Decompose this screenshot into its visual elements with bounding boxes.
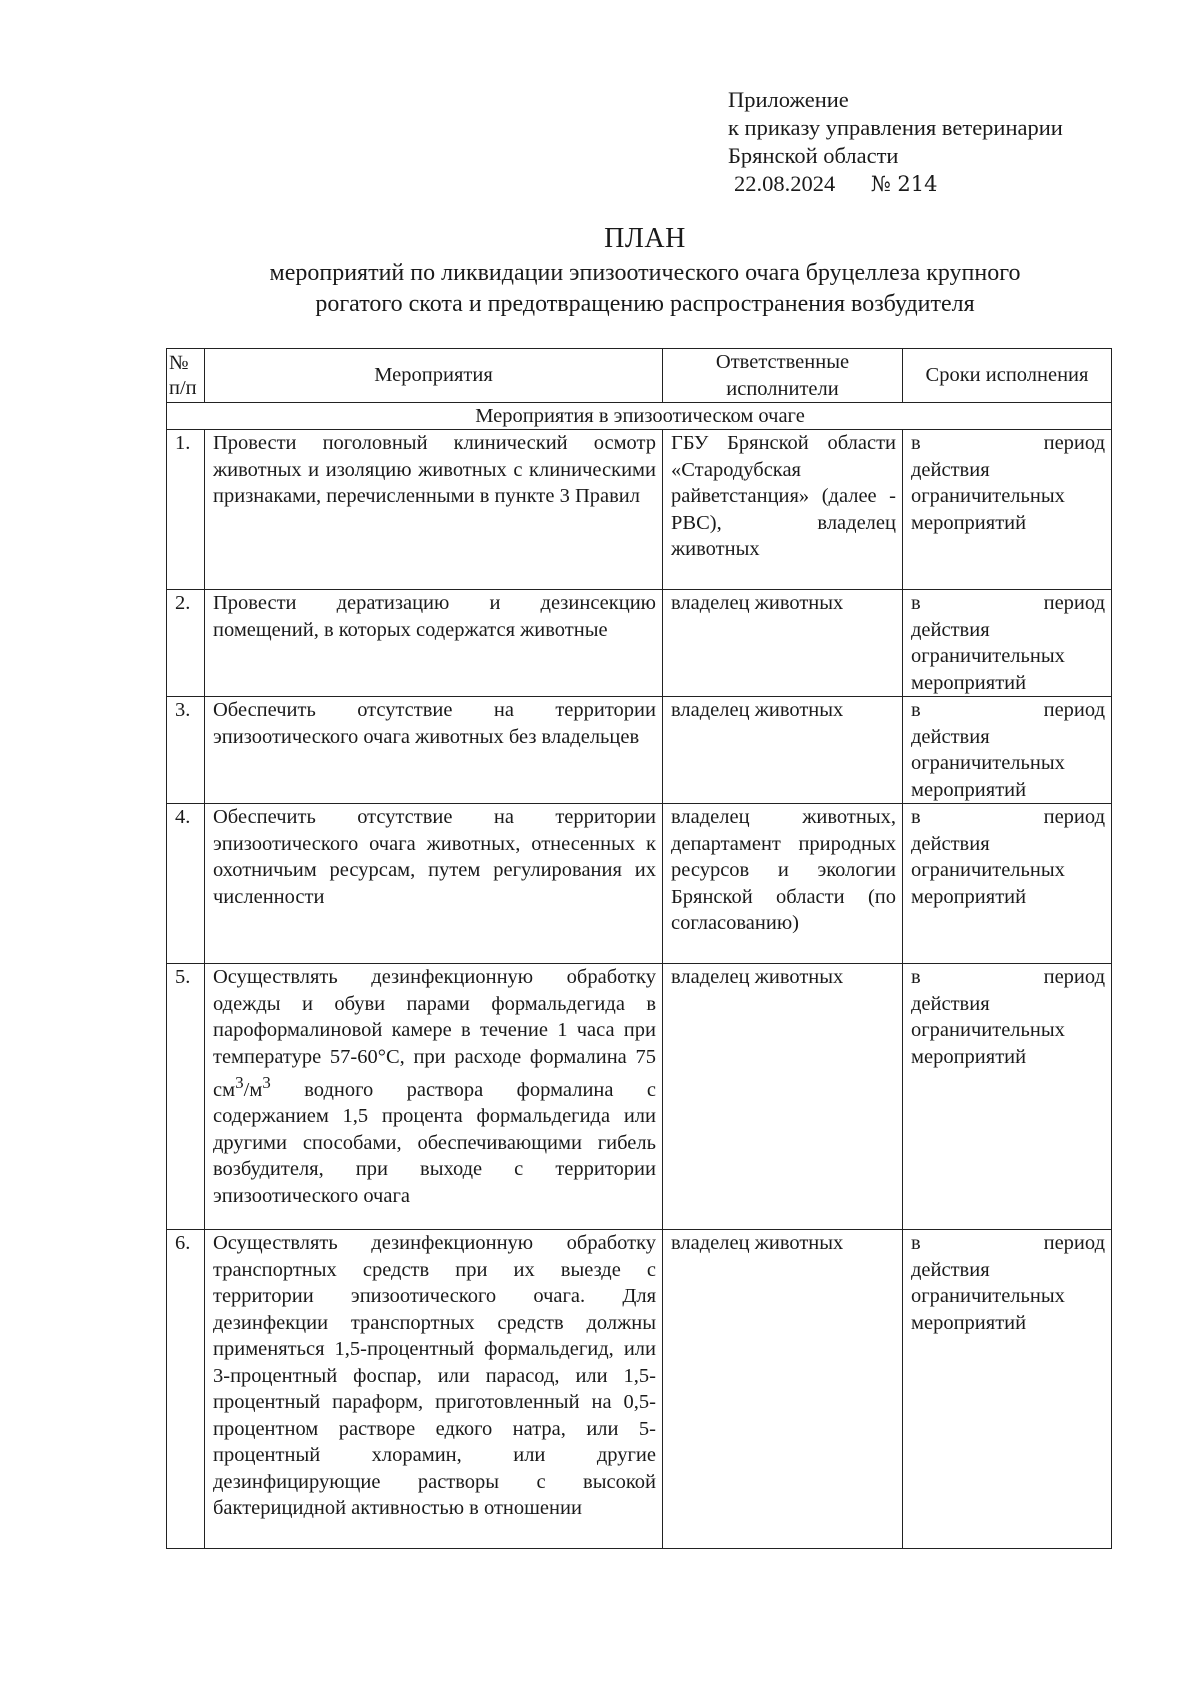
header-terms: Сроки исполнения — [903, 349, 1112, 403]
header-num: № п/п — [167, 349, 205, 403]
row-terms — [903, 697, 1112, 804]
table-row — [167, 697, 1112, 804]
appendix-label: Приложение — [728, 87, 849, 112]
table-row — [167, 590, 1112, 697]
order-date: 22.08.2024 — [734, 171, 836, 196]
row-responsible: владелец животных — [663, 697, 903, 804]
table-header-row — [167, 349, 1112, 403]
page-subtitle — [130, 258, 1160, 320]
row-responsible: владелец животных — [663, 590, 903, 697]
row-num: 6. — [167, 1230, 205, 1549]
row-num: 4. — [167, 804, 205, 964]
terms-rest: действия ограничительных мероприятий — [911, 1258, 1065, 1334]
row-activity: Провести дератизацию и дезинсекцию помещений, в которых содержатся животные — [205, 590, 663, 697]
section-title: Мероприятия в эпизоотическом очаге — [167, 403, 1112, 430]
terms-rest: действия ограничительных мероприятий — [911, 992, 1065, 1068]
row-terms — [903, 804, 1112, 964]
terms-first: в период — [911, 1232, 1105, 1254]
row-activity: Обеспечить отсутствие на территории эпизоотического очага животных, отнесенных к охотничьим ресурсам, путем регулирования их численности — [205, 804, 663, 964]
row-responsible: владелец животных, департамент природных ресурсов и экологии Брянской области (по согласованию) — [663, 804, 903, 964]
superscript-cube: 3 — [235, 1073, 244, 1092]
row-activity: Обеспечить отсутствие на территории эпизоотического очага животных без владельцев — [205, 697, 663, 804]
terms-first: в период — [911, 592, 1105, 614]
row-activity — [205, 964, 663, 1230]
row-terms — [903, 430, 1112, 590]
appendix-region: Брянской области — [728, 143, 899, 168]
header-activity: Мероприятия — [205, 349, 663, 403]
terms-first: в период — [911, 432, 1105, 454]
row-num: 1. — [167, 430, 205, 590]
table-row — [167, 964, 1112, 1230]
terms-rest: действия ограничительных мероприятий — [911, 725, 1065, 801]
row-terms — [903, 1230, 1112, 1549]
order-number: № 214 — [870, 172, 938, 196]
row-num: 3. — [167, 697, 205, 804]
appendix-header — [728, 86, 1063, 198]
subtitle-line-2: рогатого скота и предотвращению распространения возбудителя — [315, 291, 975, 317]
subtitle-line-1: мероприятий по ликвидации эпизоотического очага бруцеллеза крупного — [269, 260, 1021, 286]
row-responsible: ГБУ Брянской области «Стародубская райветстанция» (далее - РВС), владелец животных — [663, 430, 903, 590]
page-title: ПЛАН — [604, 223, 686, 254]
appendix-date-number — [728, 170, 1063, 198]
terms-first: в период — [911, 699, 1105, 721]
header-responsible: Ответственные исполнители — [663, 349, 903, 403]
row-num: 2. — [167, 590, 205, 697]
activity-text-part-3: водного раствора формалина с содержанием 1,5 процента формальдегида или другими способами, обеспечивающими гибель возбудителя, при выходе с территории эпизоотического очага — [213, 1078, 656, 1207]
terms-rest: действия ограничительных мероприятий — [911, 458, 1065, 534]
terms-rest: действия ограничительных мероприятий — [911, 618, 1065, 694]
table-row — [167, 804, 1112, 964]
row-terms — [903, 590, 1112, 697]
terms-first: в период — [911, 966, 1105, 988]
terms-first: в период — [911, 806, 1105, 828]
activity-text-part-1: Осуществлять дезинфекционную обработку одежды и обуви парами формальдегида в пароформалиновой камере в течение 1 часа при температуре 57-60°С, при расходе формалина 75 см — [213, 966, 656, 1101]
title-block — [130, 222, 1160, 320]
row-num: 5. — [167, 964, 205, 1230]
appendix-order-ref: к приказу управления ветеринарии — [728, 115, 1063, 140]
row-terms — [903, 964, 1112, 1230]
row-activity: Осуществлять дезинфекционную обработку транспортных средств при их выезде с территории эпизоотического очага. Для дезинфекции транспортных средств должны применяться 1,5-процентный формальдегид, или 3-процентный фоспар, или парасод, или 1,5-процентный параформ, приготовленный на 0,5-процентном растворе едкого натра, или 5-процентный хлорамин, или другие дезинфицирующие растворы с высокой бактерицидной активностью в отношении — [205, 1230, 663, 1549]
plan-table — [166, 348, 1112, 1549]
table-row — [167, 430, 1112, 590]
row-responsible: владелец животных — [663, 964, 903, 1230]
activity-text-part-2: /м — [243, 1078, 263, 1101]
terms-rest: действия ограничительных мероприятий — [911, 832, 1065, 908]
section-row — [167, 403, 1112, 430]
row-responsible: владелец животных — [663, 1230, 903, 1549]
superscript-cube: 3 — [262, 1073, 271, 1092]
row-activity: Провести поголовный клинический осмотр животных и изоляцию животных с клиническими признаками, перечисленными в пункте 3 Правил — [205, 430, 663, 590]
table-row — [167, 1230, 1112, 1549]
